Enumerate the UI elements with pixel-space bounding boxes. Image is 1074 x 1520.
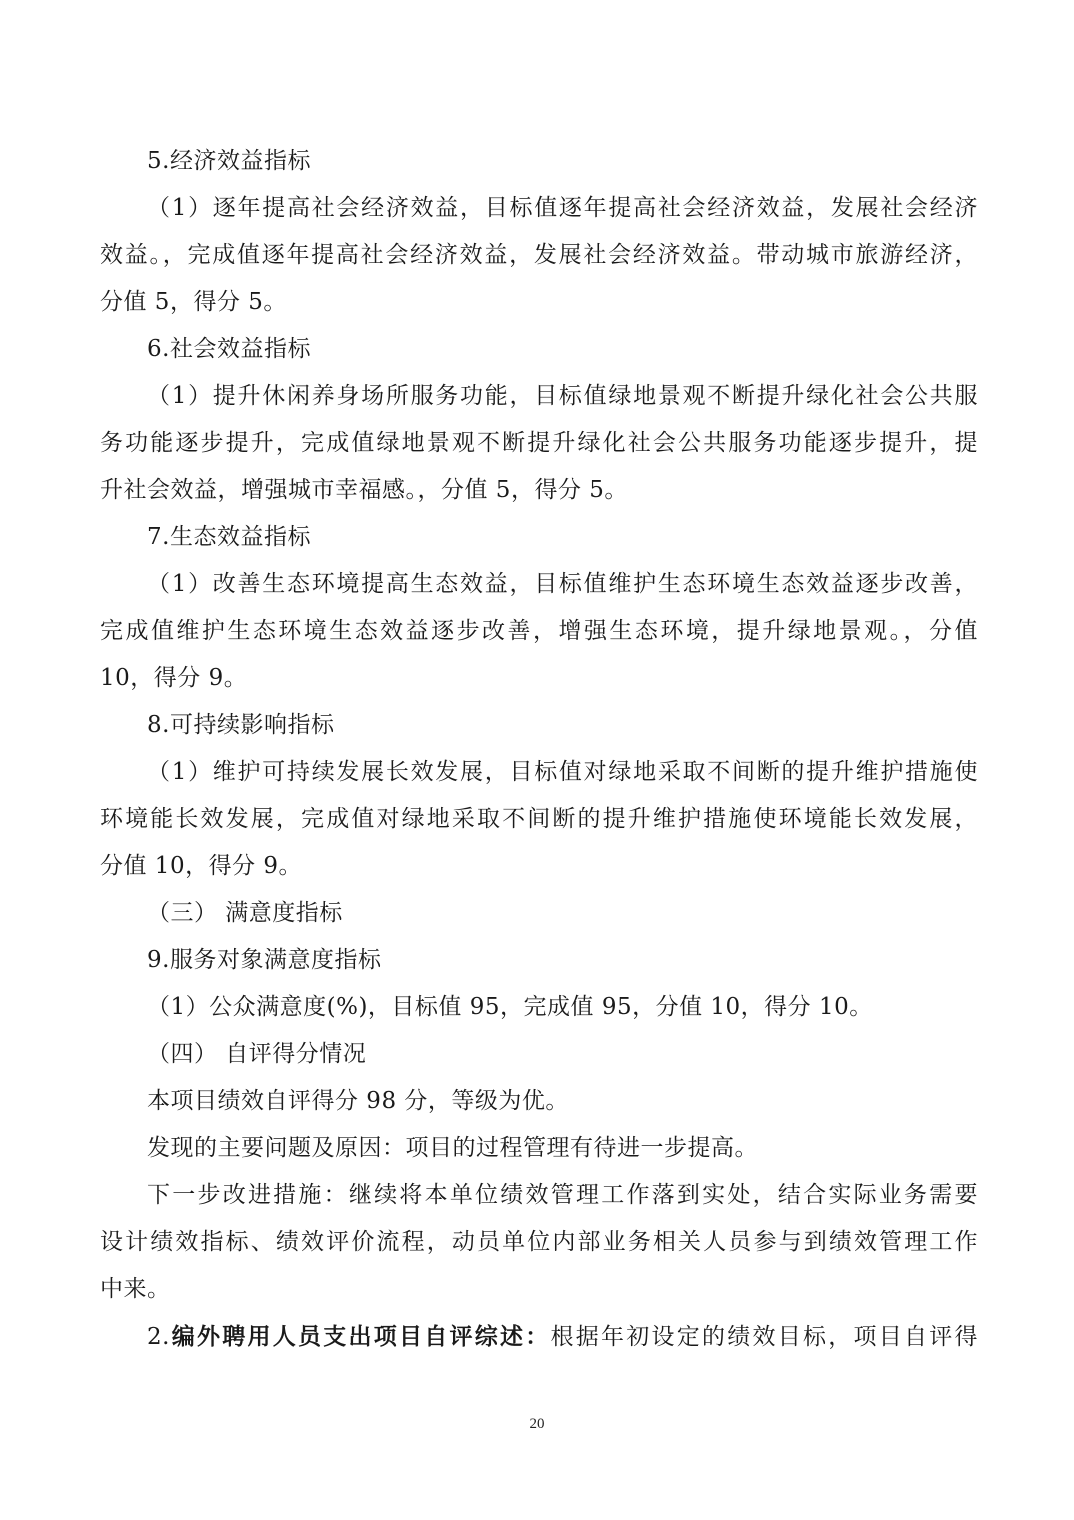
paragraph-line: 效益。，完成值逐年提高社会经济效益，发展社会经济效益。带动城市旅游经济， bbox=[100, 242, 978, 268]
paragraph-line: 设计绩效指标、绩效评价流程，动员单位内部业务相关人员参与到绩效管理工作 bbox=[100, 1229, 978, 1255]
paragraph-line: 本项目绩效自评得分 98 分，等级为优。 bbox=[147, 1088, 569, 1114]
paragraph-line: 升社会效益，增强城市幸福感。，分值 5，得分 5。 bbox=[100, 477, 628, 503]
final-paragraph-bold-title: 编外聘用人员支出项目自评综述： bbox=[169, 1323, 551, 1350]
heading-ecological-benefit: 7.生态效益指标 bbox=[147, 524, 311, 550]
paragraph-line: 务功能逐步提升，完成值绿地景观不断提升绿化社会公共服务功能逐步提升，提 bbox=[100, 430, 978, 456]
paragraph-line: 分值 5，得分 5。 bbox=[100, 289, 287, 315]
heading-economic-benefit: 5.经济效益指标 bbox=[147, 148, 311, 174]
paragraph-line: （1）改善生态环境提高生态效益，目标值维护生态环境生态效益逐步改善， bbox=[147, 571, 978, 597]
paragraph-line: 10，得分 9。 bbox=[100, 665, 248, 691]
paragraph-line: 完成值维护生态环境生态效益逐步改善，增强生态环境，提升绿地景观。，分值 bbox=[100, 618, 978, 644]
paragraph-line: （1）逐年提高社会经济效益，目标值逐年提高社会经济效益，发展社会经济 bbox=[147, 195, 978, 221]
paragraph-line: 下一步改进措施：继续将本单位绩效管理工作落到实处，结合实际业务需要 bbox=[147, 1182, 978, 1208]
paragraph-line: （1）维护可持续发展长效发展，目标值对绿地采取不间断的提升维护措施使 bbox=[147, 759, 978, 785]
paragraph-line: 分值 10，得分 9。 bbox=[100, 853, 303, 879]
paragraph-line: 中来。 bbox=[100, 1276, 171, 1302]
heading-self-evaluation: （四） 自评得分情况 bbox=[147, 1041, 367, 1067]
paragraph-line: （1）提升休闲养身场所服务功能，目标值绿地景观不断提升绿化社会公共服 bbox=[147, 383, 978, 409]
final-paragraph-line bbox=[100, 1313, 978, 1360]
paragraph-line: 环境能长效发展，完成值对绿地采取不间断的提升维护措施使环境能长效发展， bbox=[100, 806, 978, 832]
paragraph-line: 发现的主要问题及原因：项目的过程管理有待进一步提高。 bbox=[147, 1135, 758, 1161]
document-body bbox=[100, 138, 978, 1360]
paragraph-line: （1）公众满意度(%)，目标值 95，完成值 95，分值 10，得分 10。 bbox=[147, 994, 873, 1020]
heading-service-satisfaction: 9.服务对象满意度指标 bbox=[147, 947, 382, 973]
final-paragraph-text: 根据年初设定的绩效目标，项目自评得 bbox=[550, 1324, 978, 1350]
final-paragraph-number: 2. bbox=[147, 1324, 170, 1350]
heading-social-benefit: 6.社会效益指标 bbox=[147, 336, 311, 362]
page-number: 20 bbox=[529, 1416, 545, 1432]
heading-satisfaction: （三） 满意度指标 bbox=[147, 900, 343, 926]
heading-sustainable-impact: 8.可持续影响指标 bbox=[147, 712, 335, 738]
